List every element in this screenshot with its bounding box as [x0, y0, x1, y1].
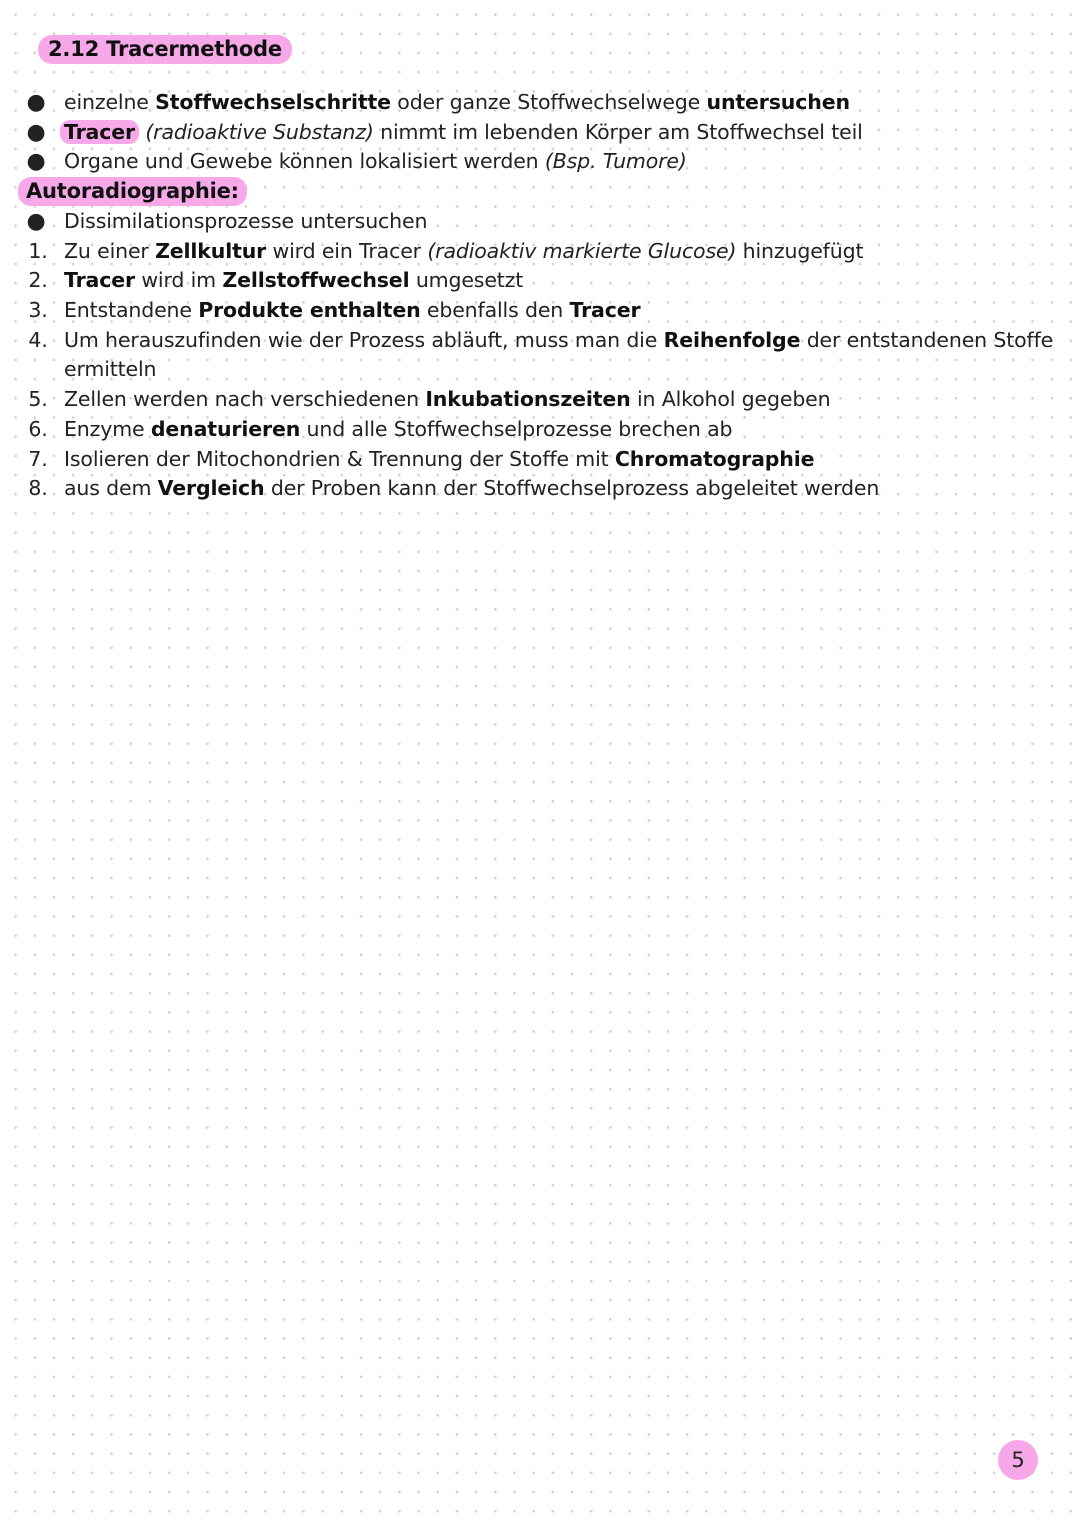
- bullet-text: Organe und Gewebe können lokalisiert werden (Bsp. Tumore): [64, 149, 687, 173]
- step-text: aus dem Vergleich der Proben kann der Stoffwechselprozess abgeleitet werden: [64, 476, 880, 500]
- highlighted-term: Tracer: [60, 120, 139, 144]
- bullet-text: einzelne Stoffwechselschritte oder ganze Stoffwechselwege untersuchen: [64, 90, 850, 114]
- step-number: 4.: [28, 328, 48, 352]
- step-number: 7.: [28, 447, 48, 471]
- step-number: 6.: [28, 417, 48, 441]
- step-number: 5.: [28, 387, 48, 411]
- step-text: Isolieren der Mitochondrien & Trennung der Stoffe mit Chromatographie: [64, 447, 815, 471]
- step-text: ermitteln: [64, 357, 157, 381]
- step-number: 1.: [28, 239, 48, 263]
- bullet-icon: ●: [26, 209, 46, 234]
- step-text: Entstandene Produkte enthalten ebenfalls den Tracer: [64, 298, 641, 322]
- step-text: Enzyme denaturieren und alle Stoffwechselprozesse brechen ab: [64, 417, 733, 441]
- bullet-text: Dissimilationsprozesse untersuchen: [64, 209, 428, 233]
- step-text: Tracer wird im Zellstoffwechsel umgesetzt: [64, 268, 524, 292]
- section-heading: Autoradiographie:: [18, 177, 247, 206]
- step-text: Um herauszufinden wie der Prozess abläuft, muss man die Reihenfolge der entstandenen Stoffe: [64, 328, 1054, 352]
- page-title: 2.12 Tracermethode: [38, 35, 292, 64]
- bullet-text: Tracer (radioaktive Substanz) nimmt im lebenden Körper am Stoffwechsel teil: [64, 118, 863, 148]
- step-number: 2.: [28, 268, 48, 292]
- step-text: Zellen werden nach verschiedenen Inkubationszeiten in Alkohol gegeben: [64, 387, 831, 411]
- page-number-badge: 5: [998, 1440, 1038, 1480]
- bullet-icon: ●: [26, 120, 46, 145]
- step-number: 8.: [28, 476, 48, 500]
- bullet-icon: ●: [26, 149, 46, 174]
- step-text: Zu einer Zellkultur wird ein Tracer (radioaktiv markierte Glucose) hinzugefügt: [64, 239, 864, 263]
- bullet-icon: ●: [26, 90, 46, 115]
- step-number: 3.: [28, 298, 48, 322]
